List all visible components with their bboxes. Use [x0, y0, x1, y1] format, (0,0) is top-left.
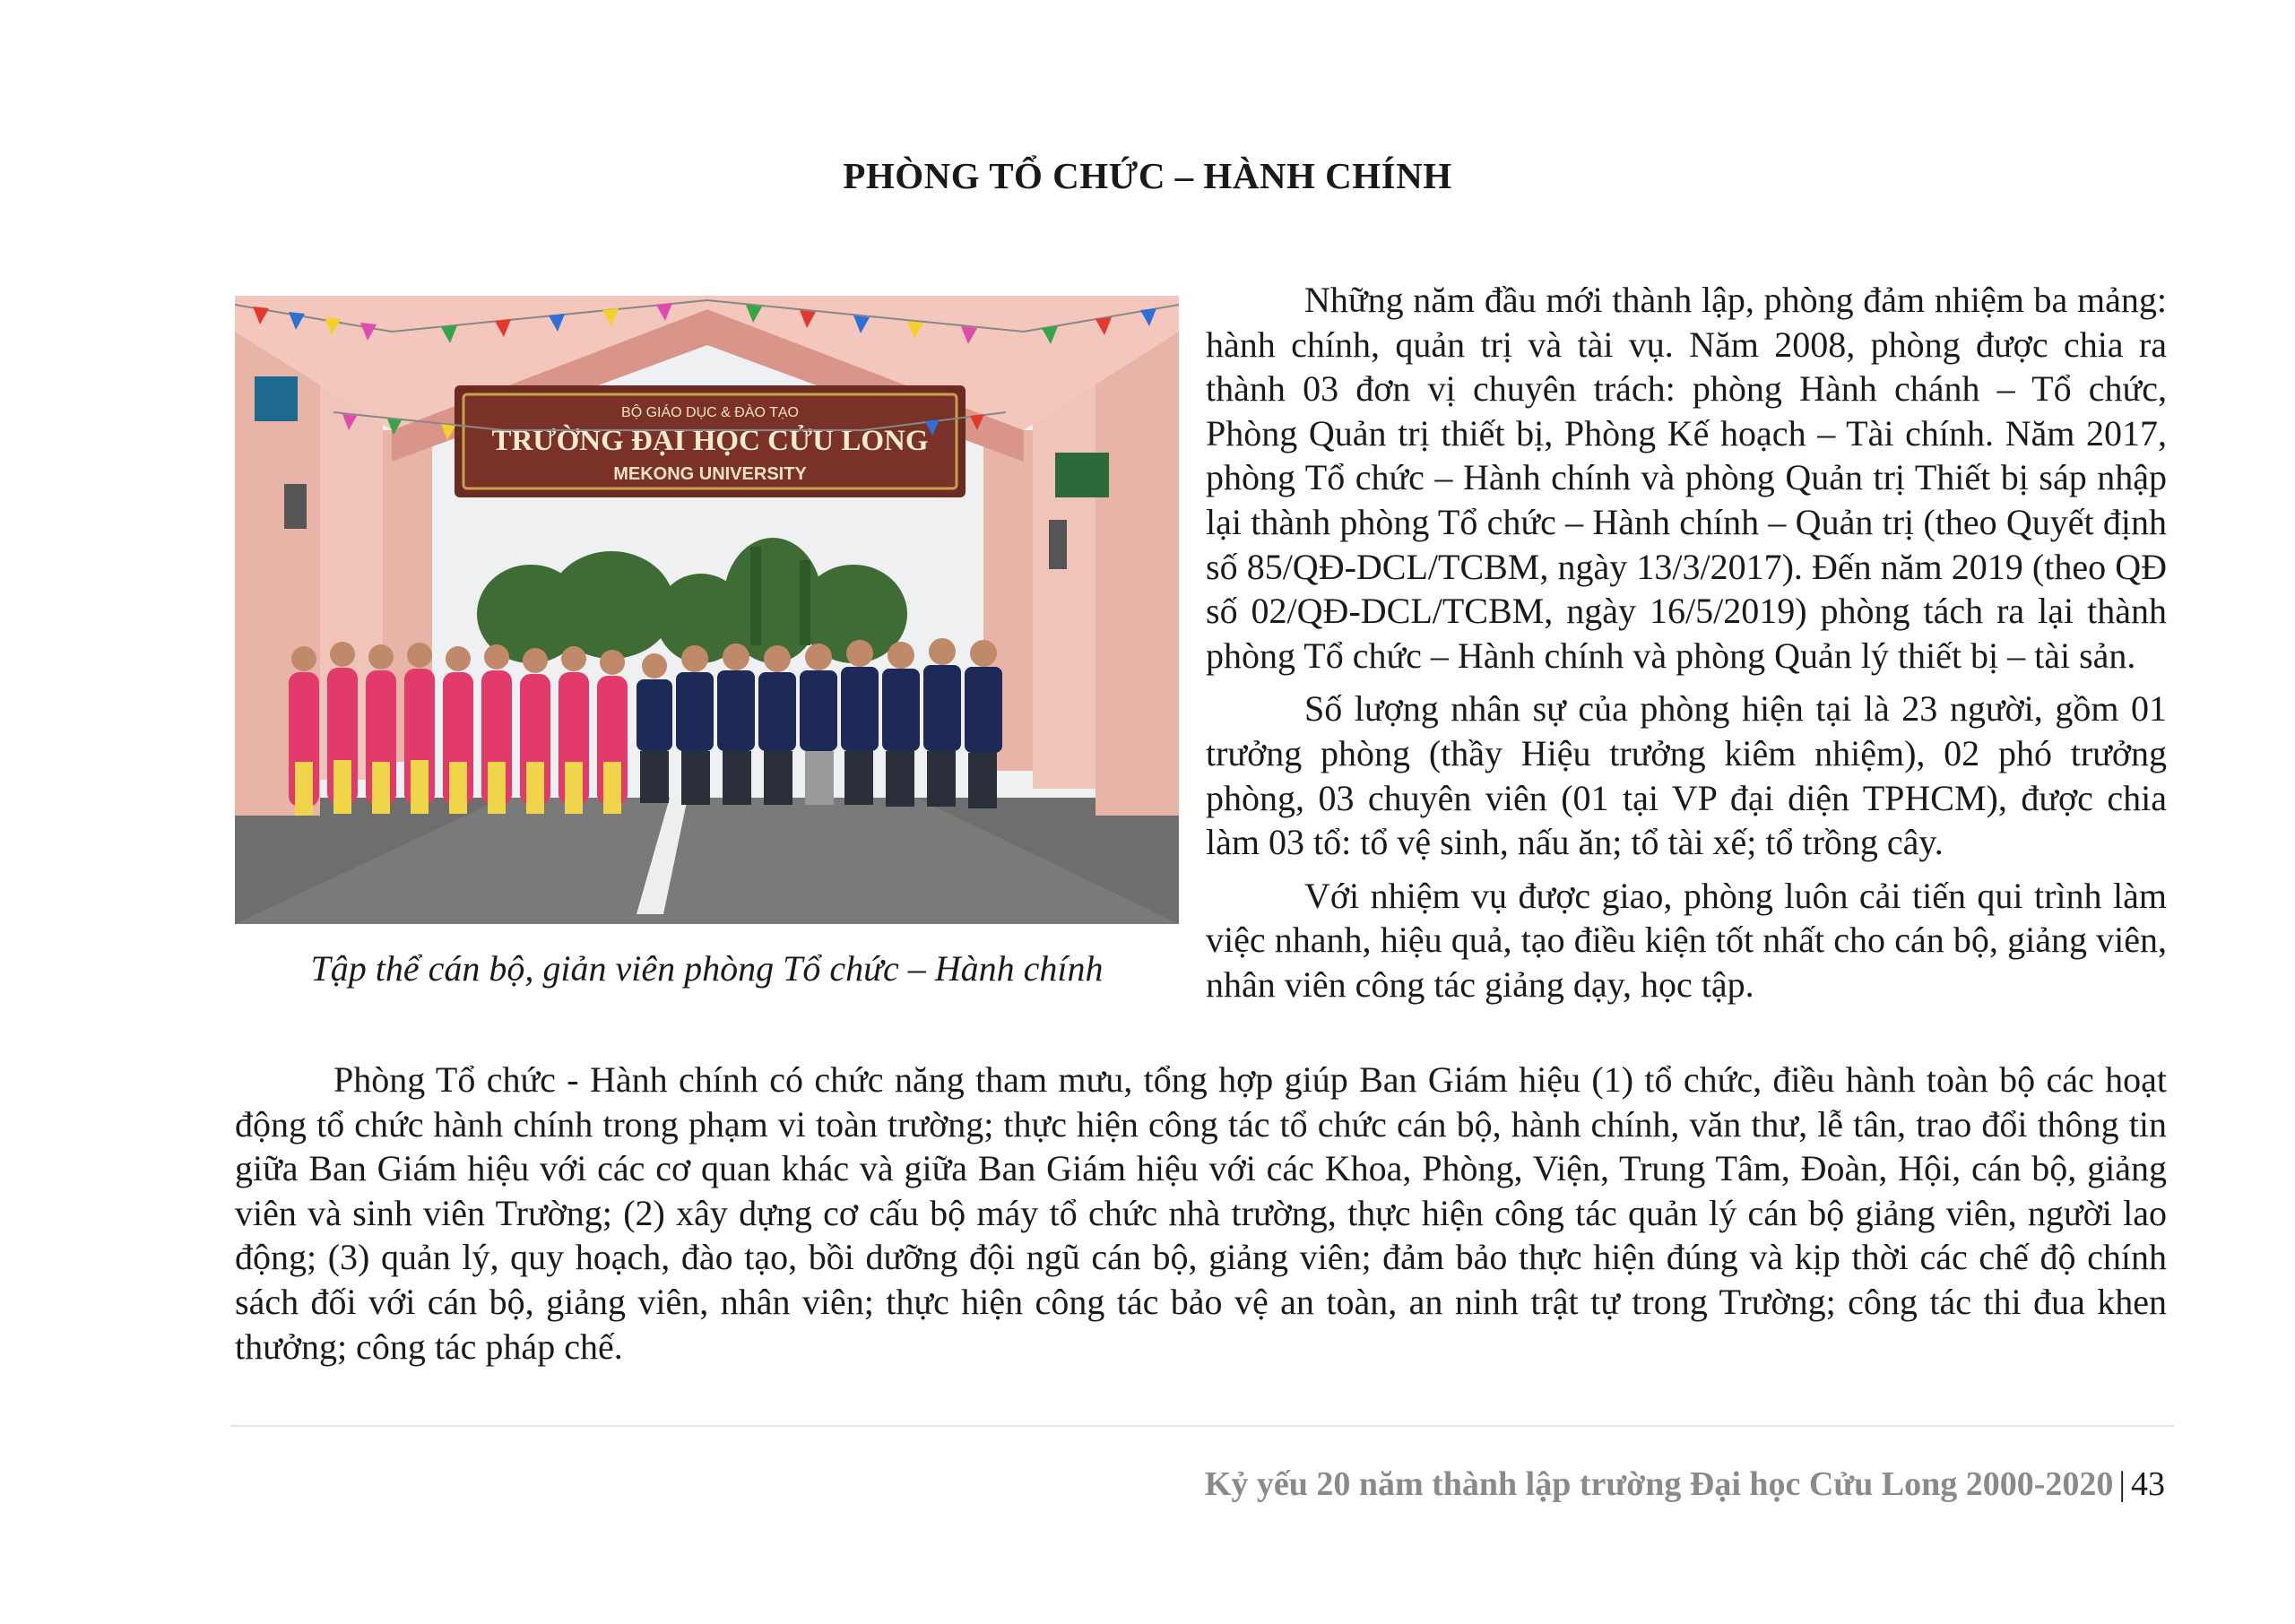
gate-sign-top: BỘ GIÁO DỤC & ĐÀO TẠO [621, 405, 799, 420]
paragraph-staff: Số lượng nhân sự của phòng hiện tại là 23 người, gồm 01 trưởng phòng (thầy Hiệu trưởng kiêm nhiệm), 02 phó trưởng phòng, 03 chuyên viên (01 tại VP đại diện TPHCM), được chia làm 03 tổ: tổ vệ sinh, nấu ăn; tổ tài xế; tổ trồng cây. [1206, 688, 2167, 863]
paragraph-functions: Phòng Tổ chức - Hành chính có chức năng tham mưu, tổng hợp giúp Ban Giám hiệu (1) tổ chức, điều hành toàn bộ các hoạt động tổ chức hành chính trong phạm vi toàn trường; thực hiện công tác tổ chức cán bộ, hành chính, văn thư, lễ tân, trao đổi thông tin giữa Ban Giám hiệu với các cơ quan khác và giữa Ban Giám hiệu với các Khoa, Phòng, Viện, Trung Tâm, Đoàn, Hội, cán bộ, giảng viên và sinh viên Trường; (2) xây dựng cơ cấu bộ máy tổ chức nhà trường, thực hiện công tác quản lý cán bộ giảng viên, người lao động; (3) quản lý, quy hoạch, đào tạo, bồi dưỡng đội ngũ cán bộ, giảng viên; đảm bảo thực hiện đúng và kịp thời các chế độ chính sách đối với cán bộ, giảng viên, nhân viên; thực hiện công tác bảo vệ an toàn, an ninh trật tự trong Trường; công tác thi đua khen thưởng; công tác pháp chế. [235, 1059, 2167, 1367]
page-title: PHÒNG TỔ CHỨC – HÀNH CHÍNH [843, 155, 1452, 196]
paragraph-mission: Với nhiệm vụ được giao, phòng luôn cải tiến qui trình làm việc nhanh, hiệu quả, tạo điều kiện tốt nhất cho cán bộ, giảng viên, nhân viên công tác giảng dạy, học tập. [1206, 875, 2167, 1005]
footer-separator: | [2118, 1465, 2126, 1503]
paragraph-history: Những năm đầu mới thành lập, phòng đảm nhiệm ba mảng: hành chính, quản trị và tài vụ. Năm 2008, phòng được chia ra thành 03 đơn vị chuyên trách: phòng Hành chánh – Tổ chức, Phòng Quản trị thiết bị, Phòng Kế hoạch – Tài chính. Năm 2017, phòng Tổ chức – Hành chính và phòng Quản trị Thiết bị sáp nhập lại thành phòng Tổ chức – Hành chính – Quản trị (theo Quyết định số 85/QĐ-DCL/TCBM, ngày 13/3/2017). Đến năm 2019 (theo QĐ số 02/QĐ-DCL/TCBM, ngày 16/5/2019) phòng tách ra lại thành phòng Tổ chức – Hành chính và phòng Quản lý thiết bị – tài sản. [1206, 280, 2167, 676]
photo-caption: Tập thể cán bộ, giản viên phòng Tổ chức – Hành chính [310, 948, 1104, 989]
page-number: 43 [2131, 1465, 2165, 1503]
full-width-text [235, 1058, 2167, 1369]
group-photo [235, 296, 1179, 924]
gate-sign-sub: MEKONG UNIVERSITY [613, 464, 807, 484]
footer-divider [230, 1425, 2174, 1427]
gate-sign-main: TRƯỜNG ĐẠI HỌC CỬU LONG [491, 425, 929, 457]
footer-book-title: Kỷ yếu 20 năm thành lập trường Đại học Cửu Long 2000-2020 [1204, 1465, 2114, 1503]
page-footer [1205, 1464, 2165, 1504]
right-column-text [1206, 278, 2167, 1016]
